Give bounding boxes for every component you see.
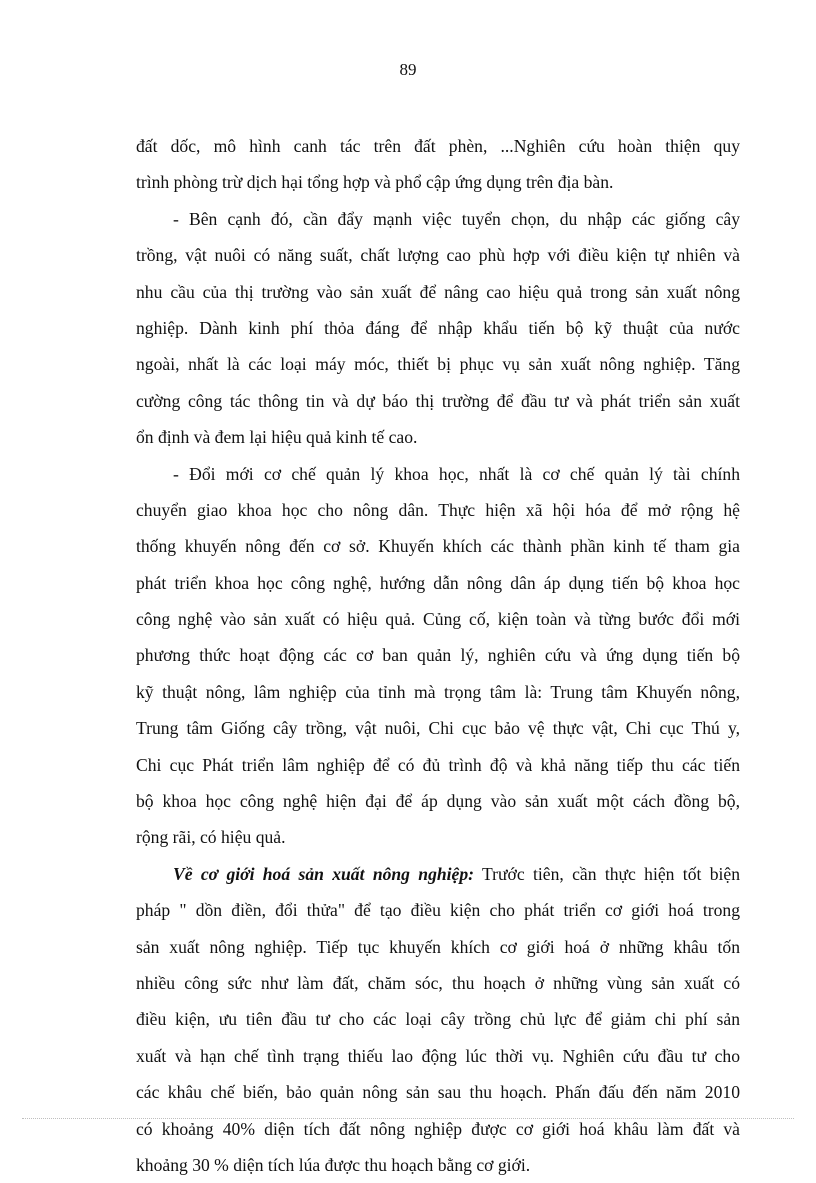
text-line: trình phòng trừ dịch hại tổng hợp và phổ cập ứng dụng trên địa bàn. [136,172,614,193]
text-line: kỹ thuật nông, lâm nghiệp của tỉnh mà trọng tâm là: Trung tâm Khuyến nông, [136,681,740,702]
page-bottom-divider [22,1118,794,1119]
mechanization-heading: Về cơ giới hoá sản xuất nông nghiệp: [173,863,475,884]
text-line: xuất và hạn chế tình trạng thiếu lao động lúc thời vụ. Nghiên cứu đầu tư cho [136,1045,740,1066]
text-line: các khâu chế biến, bảo quản nông sản sau thu hoạch. Phấn đấu đến năm 2010 [136,1082,740,1103]
text-line: nghiệp. Dành kinh phí thỏa đáng để nhập khẩu tiến bộ kỹ thuật của nước [136,317,740,338]
text-line: - Bên cạnh đó, cần đẩy mạnh việc tuyển chọn, du nhập các giống cây [173,208,740,229]
text-line: đất dốc, mô hình canh tác trên đất phèn, ...Nghiên cứu hoàn thiện quy [136,136,740,156]
text-line: Chi cục Phát triển lâm nghiệp để có đủ trình độ và khả năng tiếp thu các tiến [136,754,740,775]
text-line: phát triển khoa học công nghệ, hướng dẫn nông dân áp dụng tiến bộ khoa học [136,572,740,593]
text-line: trồng, vật nuôi có năng suất, chất lượng cao phù hợp với điều kiện tự nhiên và [136,245,740,266]
mechanization-intro: Trước tiên, cần thực hiện tốt biện [474,863,740,884]
body-text [136,128,740,1183]
text-line: nhu cầu của thị trường vào sản xuất để nâng cao hiệu quả trong sản xuất nông [136,281,740,302]
text-line: cường công tác thông tin và dự báo thị trường để đầu tư và phát triển sản xuất [136,390,740,411]
text-line: nhiều công sức như làm đất, chăm sóc, thu hoạch ở những vùng sản xuất có [136,972,740,993]
text-line: thống khuyến nông đến cơ sở. Khuyến khích các thành phần kinh tế tham gia [136,536,740,557]
text-line: sản xuất nông nghiệp. Tiếp tục khuyến khích cơ giới hoá ở những khâu tốn [136,936,740,957]
text-line: bộ khoa học công nghệ hiện đại để áp dụng vào sản xuất một cách đồng bộ, [136,791,740,812]
text-line: rộng rãi, có hiệu quả. [136,827,286,848]
text-line: pháp " dồn điền, đổi thửa" để tạo điều kiện cho phát triển cơ giới hoá trong [136,900,740,921]
text-line: ngoài, nhất là các loại máy móc, thiết bị phục vụ sản xuất nông nghiệp. Tăng [136,354,740,375]
text-line: điều kiện, ưu tiên đầu tư cho các loại cây trồng chủ lực để giảm chi phí sản [136,1009,740,1030]
text-line: chuyển giao khoa học cho nông dân. Thực hiện xã hội hóa để mở rộng hệ [136,499,740,520]
text-line: khoảng 30 % diện tích lúa được thu hoạch bằng cơ giới. [136,1154,531,1175]
text-line: có khoảng 40% diện tích đất nông nghiệp được cơ giới hoá khâu làm đất và [136,1118,740,1139]
text-line: - Đổi mới cơ chế quản lý khoa học, nhất là cơ chế quản lý tài chính [173,463,740,484]
text-line: Trung tâm Giống cây trồng, vật nuôi, Chi cục bảo vệ thực vật, Chi cục Thú y, [136,718,740,739]
mechanization-first-line [136,856,740,892]
page-number: 89 [399,60,417,79]
text-line: phương thức hoạt động các cơ ban quản lý, nghiên cứu và ứng dụng tiến bộ [136,645,740,666]
text-line: công nghệ vào sản xuất có hiệu quả. Củng cố, kiện toàn và từng bước đổi mới [136,609,740,630]
text-line: ổn định và đem lại hiệu quả kinh tế cao. [136,427,418,448]
